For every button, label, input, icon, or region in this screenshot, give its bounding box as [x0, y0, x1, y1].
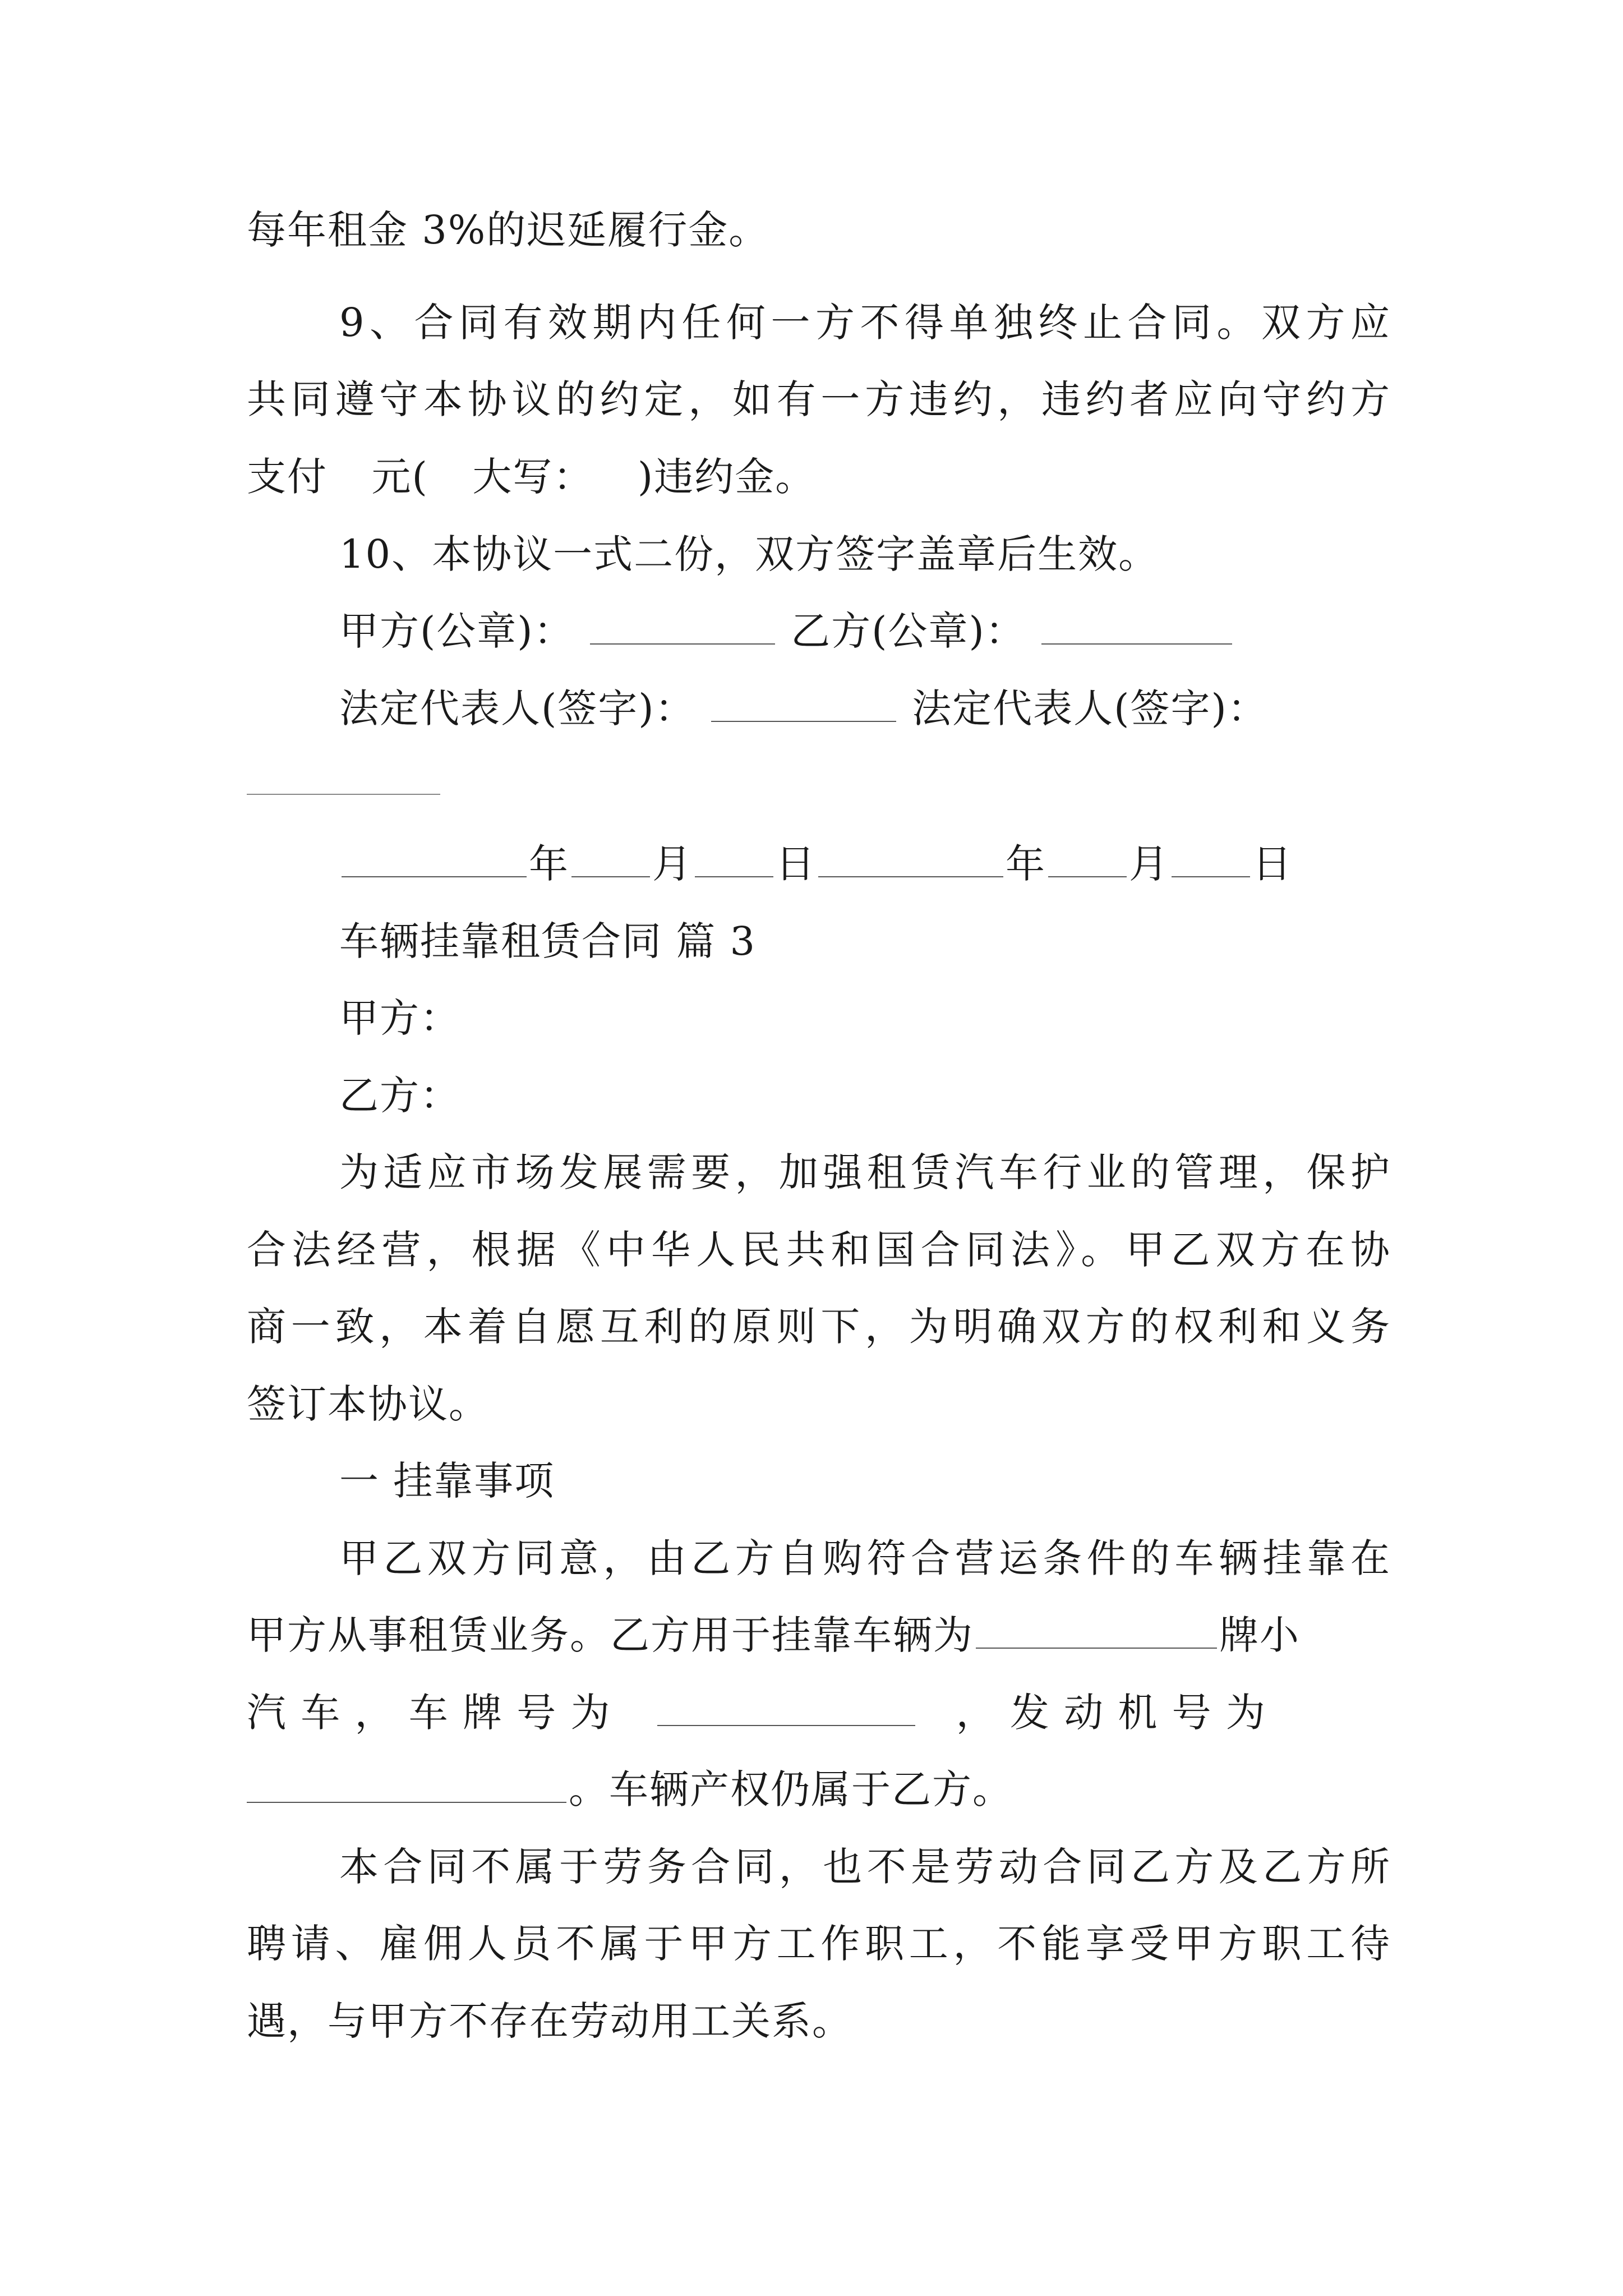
text: 日: [1252, 841, 1293, 887]
text: 一 挂靠事项: [339, 1458, 555, 1504]
text: 年: [529, 841, 569, 887]
preamble-line-2: [247, 1222, 1391, 1278]
text: 汽 车 ， 车 牌 号 为: [247, 1690, 611, 1736]
date-blank-a-year[interactable]: [342, 843, 527, 877]
party-a-line: [339, 990, 1391, 1046]
party-a-seal-blank[interactable]: [590, 610, 775, 645]
text: 车辆挂靠租赁合同 篇 3: [339, 918, 757, 964]
text: 甲乙双方同意，由乙方自购符合营运条件的车辆挂靠在: [339, 1535, 1391, 1581]
text: ， 发 动 机 号 为: [956, 1690, 1266, 1736]
date-blank-a-day[interactable]: [695, 843, 773, 877]
party-b-representative-label: 法定代表人(签字)：: [912, 685, 1268, 731]
party-b-seal-label: 乙方(公章)：: [791, 608, 1026, 654]
employment-line-2: [247, 1916, 1391, 1972]
date-blank-b-year[interactable]: [818, 843, 1003, 877]
text: 签订本协议。: [247, 1381, 489, 1427]
plate-number-blank[interactable]: [657, 1691, 915, 1726]
text: 遇，与甲方不存在劳动用工关系。: [247, 1998, 852, 2044]
text: 甲方：: [339, 995, 460, 1041]
preamble-line-1: [339, 1144, 1391, 1200]
affiliation-line-4: [247, 1761, 1391, 1818]
text: 10、本协议一式二份，双方签字盖章后生效。: [339, 531, 1159, 577]
clause-9-line-1: [339, 295, 1391, 351]
text: 乙方：: [339, 1073, 460, 1119]
preamble-line-3: [247, 1299, 1391, 1355]
section-heading: [339, 1453, 1391, 1509]
text: 合法经营，根据《中华人民共和国合同法》。甲乙双方在协: [247, 1227, 1391, 1273]
clause-9-line-2: [247, 371, 1391, 427]
engine-number-blank[interactable]: [247, 1768, 566, 1803]
date-blank-b-day[interactable]: [1172, 843, 1250, 877]
employment-line-1: [339, 1839, 1391, 1895]
affiliation-line-3: [247, 1685, 1391, 1741]
party-a-representative-label: 法定代表人(签字)：: [339, 685, 695, 731]
clause-10-line: [339, 526, 1391, 582]
text: 大写：: [472, 454, 594, 500]
date-line: [339, 836, 1391, 892]
affiliation-line-1: [339, 1530, 1391, 1586]
text: 为适应市场发展需要，加强租赁汽车行业的管理，保护: [339, 1149, 1391, 1195]
text: 共同遵守本协议的约定，如有一方违约，违约者应向守约方: [247, 376, 1391, 422]
text: 本合同不属于劳务合同，也不是劳动合同乙方及乙方所: [339, 1844, 1391, 1890]
preamble-line-4: [247, 1376, 1391, 1432]
text: 日: [776, 841, 816, 887]
party-b-line: [339, 1068, 1391, 1124]
text: 。车辆产权仍属于乙方。: [569, 1766, 1013, 1812]
party-b-seal-blank[interactable]: [1041, 610, 1232, 645]
affiliation-line-2: [247, 1607, 1391, 1663]
text: 聘请、雇佣人员不属于甲方工作职工，不能享受甲方职工待: [247, 1921, 1391, 1967]
text: 商一致，本着自愿互利的原则下，为明确双方的权利和义务: [247, 1304, 1391, 1350]
party-b-representative-blank[interactable]: [247, 794, 440, 795]
employment-line-3: [247, 1993, 1391, 2049]
text: 月: [1129, 841, 1169, 887]
text: 牌小: [1219, 1612, 1300, 1658]
text: 元(: [371, 454, 428, 500]
paragraph-line: [247, 202, 1391, 258]
text: )违约金。: [637, 454, 816, 500]
date-blank-a-month[interactable]: [571, 843, 650, 877]
vehicle-brand-blank[interactable]: [976, 1614, 1217, 1649]
text: 每年租金 3%的迟延履行金。: [247, 207, 769, 253]
party-a-seal-label: 甲方(公章)：: [339, 608, 574, 654]
party-seal-line: [339, 603, 1391, 659]
section-title: [339, 913, 1391, 969]
text: 年: [1006, 841, 1046, 887]
date-blank-b-month[interactable]: [1048, 843, 1127, 877]
text: 9、合同有效期内任何一方不得单独终止合同。双方应: [339, 300, 1391, 346]
text: 甲方从事租赁业务。乙方用于挂靠车辆为: [247, 1612, 974, 1658]
party-a-representative-blank[interactable]: [711, 687, 896, 722]
representative-line: [339, 680, 1391, 737]
clause-9-line-3: [247, 449, 1391, 505]
text: 支付: [247, 454, 328, 500]
text: 月: [652, 841, 693, 887]
